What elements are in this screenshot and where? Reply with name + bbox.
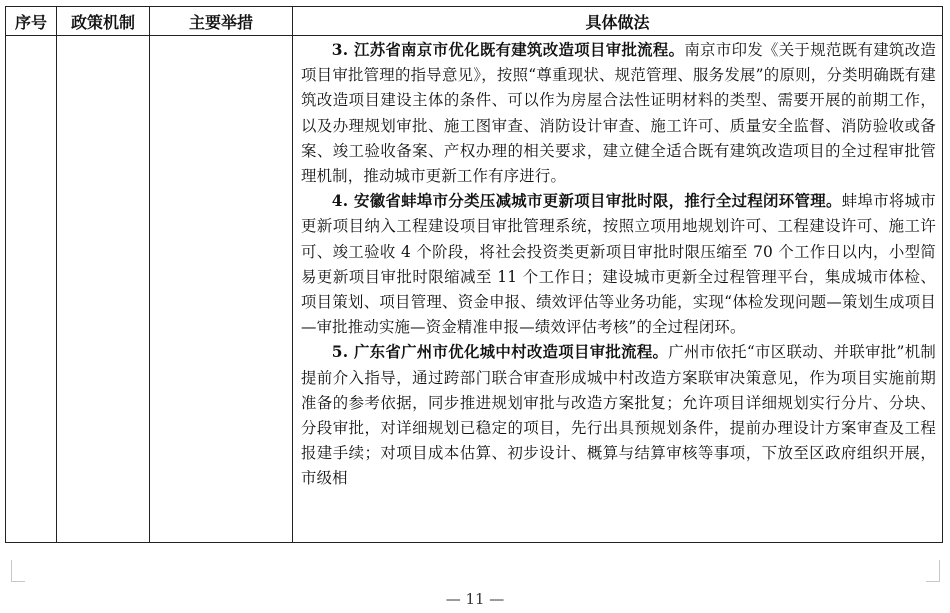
paragraph-text: 蚌埠市将城市更新项目纳入工程建设项目审批管理系统，按照立项用地规划许可、工程建设许可、施工许可、竣工验收 4 个阶段，将社会投资类更新项目审批时限压缩至 70 个工作日以内，小型简易更新项目审批时限缩减至 11 个工作日；建设城市更新全过程管理平台，集成城市体检、项目策划、项目管理、资金申报、绩效评估等业务功能，实现“体检发现问题—策划生成项目—审批推动实施—资金精准申报—绩效评估考核”的全过程闭环。 — [301, 192, 936, 337]
practice-paragraph-5 — [301, 340, 936, 491]
paragraph-lead: 5. 广东省广州市优化城中村改造项目审批流程。 — [331, 343, 669, 362]
practice-paragraph-3 — [301, 38, 936, 189]
practice-content — [293, 36, 942, 542]
header-index: 序号 — [6, 7, 57, 36]
crop-mark-left — [11, 560, 26, 582]
paragraph-text: 南京市印发《关于规范既有建筑改造项目审批管理的指导意见》，按照“尊重现状、规范管理、服务发展”的原则，分类明确既有建筑改造项目建设主体的条件、可以作为房屋合法性证明材料的类型、需要开展的前期工作，以及办理规划审批、施工图审查、消防设计审查、施工许可、质量安全监督、消防验收或备案、竣工验收备案、产权办理的相关要求，建立健全适合既有建筑改造项目的全过程审批管理机制，推动城市更新工作有序进行。 — [301, 41, 936, 186]
header-measure: 主要举措 — [150, 7, 293, 36]
cell-practice — [293, 36, 943, 543]
cell-measure — [150, 36, 293, 543]
header-mechanism: 政策机制 — [57, 7, 150, 36]
policy-table — [5, 6, 943, 543]
practice-paragraph-4 — [301, 189, 936, 340]
paragraph-lead: 4. 安徽省蚌埠市分类压减城市更新项目审批时限，推行全过程闭环管理。 — [331, 192, 842, 211]
paragraph-lead: 3. 江苏省南京市优化既有建筑改造项目审批流程。 — [331, 41, 685, 59]
cell-mechanism — [57, 36, 150, 543]
page-number: — 11 — — [445, 590, 505, 608]
paragraph-text: 广州市依托“市区联动、并联审批”机制提前介入指导，通过跨部门联合审查形成城中村改造方案联审决策意见，作为项目实施前期准备的参考依据，同步推进规划审批与改造方案批复；允许项目详细规划实行分片、分块、分段审批，对详细规划已稳定的项目，先行出具预规划条件，提前办理设计方案审查及工程报建手续；对项目成本估算、初步设计、概算与结算审核等事项，下放至区政府组织开展，市级相 — [301, 343, 937, 488]
table-header-row — [6, 7, 943, 36]
cell-index — [6, 36, 57, 543]
header-practice: 具体做法 — [293, 7, 943, 36]
crop-mark-right — [925, 560, 940, 582]
table-row — [6, 36, 943, 543]
